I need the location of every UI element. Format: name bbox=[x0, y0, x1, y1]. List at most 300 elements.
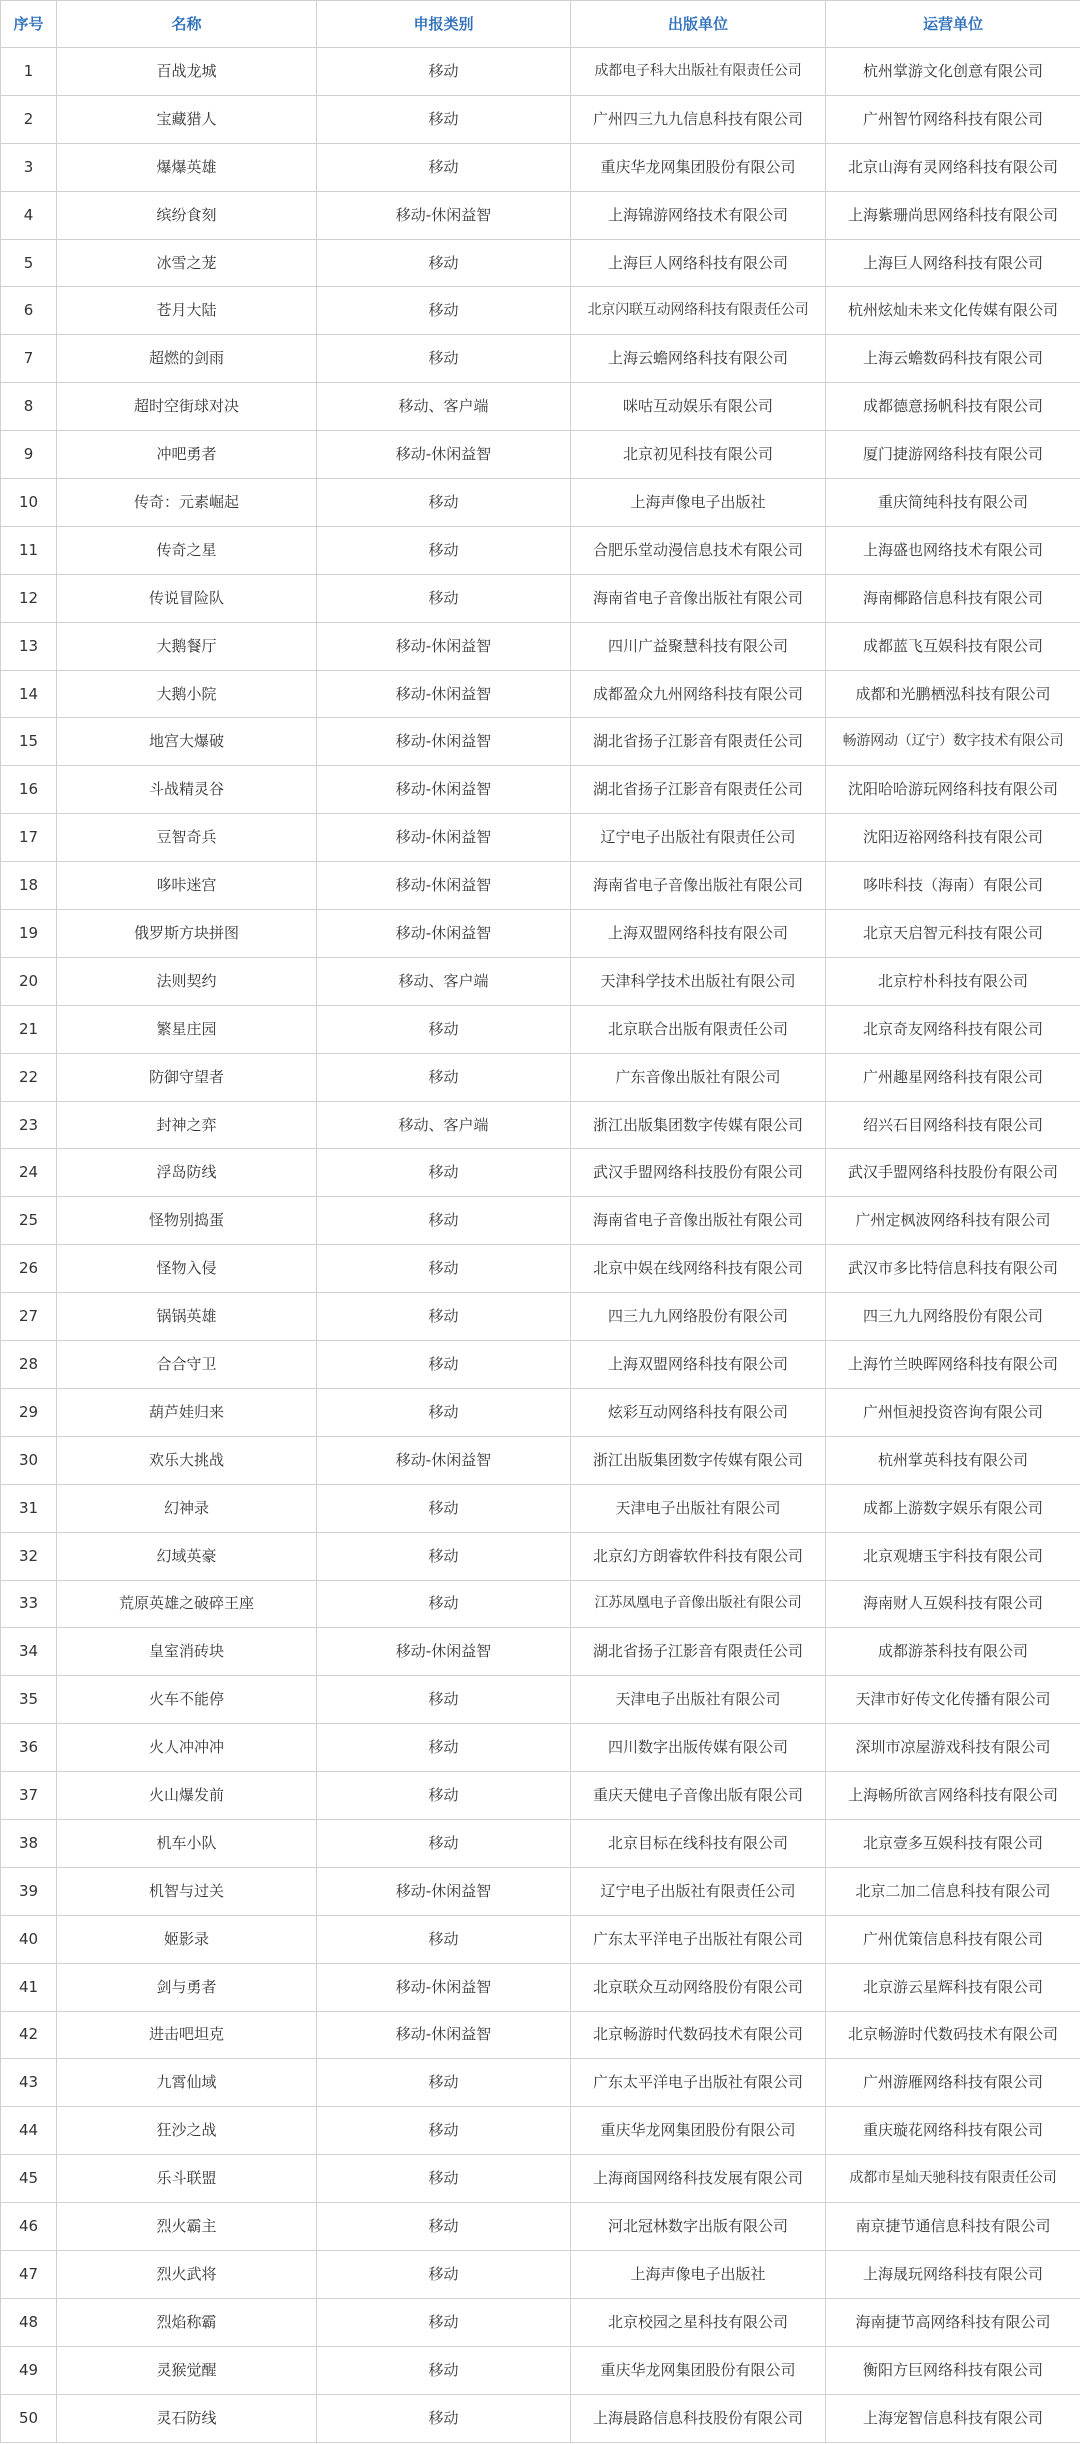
cell-category: 移动 bbox=[317, 2107, 571, 2155]
cell-operator: 成都上游数字娱乐有限公司 bbox=[826, 1484, 1080, 1532]
cell-publisher: 上海声像电子出版社 bbox=[571, 2250, 826, 2298]
cell-publisher: 湖北省扬子江影音有限责任公司 bbox=[571, 1628, 826, 1676]
cell-name: 怪物入侵 bbox=[57, 1245, 317, 1293]
column-header-category: 申报类别 bbox=[317, 1, 571, 48]
cell-index: 15 bbox=[1, 718, 57, 766]
cell-index: 38 bbox=[1, 1819, 57, 1867]
cell-name: 冰雪之茏 bbox=[57, 239, 317, 287]
cell-name: 冲吧勇者 bbox=[57, 431, 317, 479]
cell-operator: 北京柠朴科技有限公司 bbox=[826, 957, 1080, 1005]
cell-publisher: 北京联合出版有限责任公司 bbox=[571, 1005, 826, 1053]
cell-operator: 成都蓝飞互娱科技有限公司 bbox=[826, 622, 1080, 670]
cell-operator: 武汉市多比特信息科技有限公司 bbox=[826, 1245, 1080, 1293]
cell-index: 4 bbox=[1, 191, 57, 239]
cell-operator: 广州智竹网络科技有限公司 bbox=[826, 95, 1080, 143]
cell-index: 5 bbox=[1, 239, 57, 287]
cell-publisher: 湖北省扬子江影音有限责任公司 bbox=[571, 766, 826, 814]
cell-operator: 广州优策信息科技有限公司 bbox=[826, 1915, 1080, 1963]
table-row bbox=[1, 2203, 1080, 2251]
cell-publisher: 北京校园之星科技有限公司 bbox=[571, 2298, 826, 2346]
cell-operator: 杭州掌英科技有限公司 bbox=[826, 1436, 1080, 1484]
cell-index: 31 bbox=[1, 1484, 57, 1532]
table-row bbox=[1, 1484, 1080, 1532]
cell-publisher: 上海锦游网络技术有限公司 bbox=[571, 191, 826, 239]
table-row bbox=[1, 1819, 1080, 1867]
cell-category: 移动 bbox=[317, 1341, 571, 1389]
table-row bbox=[1, 622, 1080, 670]
cell-publisher: 重庆华龙网集团股份有限公司 bbox=[571, 143, 826, 191]
cell-publisher: 天津科学技术出版社有限公司 bbox=[571, 957, 826, 1005]
cell-index: 2 bbox=[1, 95, 57, 143]
cell-name: 乐斗联盟 bbox=[57, 2155, 317, 2203]
cell-index: 1 bbox=[1, 48, 57, 96]
cell-name: 狂沙之战 bbox=[57, 2107, 317, 2155]
cell-index: 30 bbox=[1, 1436, 57, 1484]
cell-operator: 上海竹兰映晖网络科技有限公司 bbox=[826, 1341, 1080, 1389]
table-row bbox=[1, 1867, 1080, 1915]
cell-category: 移动-休闲益智 bbox=[317, 431, 571, 479]
table-row bbox=[1, 1580, 1080, 1628]
cell-publisher: 海南省电子音像出版社有限公司 bbox=[571, 862, 826, 910]
cell-category: 移动-休闲益智 bbox=[317, 814, 571, 862]
cell-publisher: 北京中娱在线网络科技有限公司 bbox=[571, 1245, 826, 1293]
table-row bbox=[1, 2298, 1080, 2346]
cell-publisher: 上海巨人网络科技有限公司 bbox=[571, 239, 826, 287]
table-row bbox=[1, 1245, 1080, 1293]
table-row bbox=[1, 670, 1080, 718]
cell-category: 移动-休闲益智 bbox=[317, 718, 571, 766]
cell-index: 48 bbox=[1, 2298, 57, 2346]
cell-category: 移动 bbox=[317, 1532, 571, 1580]
cell-name: 防御守望者 bbox=[57, 1053, 317, 1101]
cell-name: 荒原英雄之破碎王座 bbox=[57, 1580, 317, 1628]
cell-name: 姬影录 bbox=[57, 1915, 317, 1963]
cell-name: 大鹅小院 bbox=[57, 670, 317, 718]
cell-index: 46 bbox=[1, 2203, 57, 2251]
cell-publisher: 北京闪联互动网络科技有限责任公司 bbox=[571, 287, 826, 335]
cell-publisher: 四川广益聚慧科技有限公司 bbox=[571, 622, 826, 670]
cell-category: 移动 bbox=[317, 95, 571, 143]
table-row bbox=[1, 1341, 1080, 1389]
cell-name: 传奇：元素崛起 bbox=[57, 479, 317, 527]
cell-category: 移动-休闲益智 bbox=[317, 910, 571, 958]
cell-category: 移动-休闲益智 bbox=[317, 2011, 571, 2059]
cell-operator: 成都和光鹏栖泓科技有限公司 bbox=[826, 670, 1080, 718]
table-row bbox=[1, 1772, 1080, 1820]
cell-category: 移动 bbox=[317, 143, 571, 191]
column-header-name: 名称 bbox=[57, 1, 317, 48]
cell-name: 欢乐大挑战 bbox=[57, 1436, 317, 1484]
cell-category: 移动 bbox=[317, 2059, 571, 2107]
cell-name: 进击吧坦克 bbox=[57, 2011, 317, 2059]
cell-category: 移动 bbox=[317, 2155, 571, 2203]
cell-name: 豆智奇兵 bbox=[57, 814, 317, 862]
table-row bbox=[1, 1436, 1080, 1484]
cell-operator: 海南财人互娱科技有限公司 bbox=[826, 1580, 1080, 1628]
cell-publisher: 上海商国网络科技发展有限公司 bbox=[571, 2155, 826, 2203]
cell-category: 移动 bbox=[317, 1724, 571, 1772]
cell-category: 移动 bbox=[317, 1245, 571, 1293]
cell-name: 剑与勇者 bbox=[57, 1963, 317, 2011]
cell-operator: 成都德意扬帆科技有限公司 bbox=[826, 383, 1080, 431]
cell-name: 灵石防线 bbox=[57, 2394, 317, 2442]
table-row bbox=[1, 2346, 1080, 2394]
cell-publisher: 上海云蟾网络科技有限公司 bbox=[571, 335, 826, 383]
table-row bbox=[1, 1676, 1080, 1724]
cell-publisher: 成都盈众九州网络科技有限公司 bbox=[571, 670, 826, 718]
cell-operator: 北京畅游时代数码技术有限公司 bbox=[826, 2011, 1080, 2059]
cell-category: 移动-休闲益智 bbox=[317, 670, 571, 718]
cell-operator: 北京天启智元科技有限公司 bbox=[826, 910, 1080, 958]
table-row bbox=[1, 1293, 1080, 1341]
table-row bbox=[1, 1101, 1080, 1149]
cell-publisher: 广州四三九九信息科技有限公司 bbox=[571, 95, 826, 143]
cell-category: 移动 bbox=[317, 2203, 571, 2251]
table-row bbox=[1, 191, 1080, 239]
cell-name: 九霄仙域 bbox=[57, 2059, 317, 2107]
cell-operator: 北京观塘玉宇科技有限公司 bbox=[826, 1532, 1080, 1580]
cell-category: 移动 bbox=[317, 1580, 571, 1628]
cell-index: 19 bbox=[1, 910, 57, 958]
cell-publisher: 北京目标在线科技有限公司 bbox=[571, 1819, 826, 1867]
cell-index: 18 bbox=[1, 862, 57, 910]
cell-category: 移动 bbox=[317, 526, 571, 574]
cell-publisher: 炫彩互动网络科技有限公司 bbox=[571, 1388, 826, 1436]
cell-operator: 广州恒昶投资咨询有限公司 bbox=[826, 1388, 1080, 1436]
cell-index: 49 bbox=[1, 2346, 57, 2394]
cell-name: 百战龙城 bbox=[57, 48, 317, 96]
cell-name: 法则契约 bbox=[57, 957, 317, 1005]
cell-operator: 北京山海有灵网络科技有限公司 bbox=[826, 143, 1080, 191]
cell-operator: 广州游雁网络科技有限公司 bbox=[826, 2059, 1080, 2107]
cell-category: 移动 bbox=[317, 479, 571, 527]
cell-category: 移动、客户端 bbox=[317, 1101, 571, 1149]
cell-publisher: 海南省电子音像出版社有限公司 bbox=[571, 574, 826, 622]
table-row bbox=[1, 383, 1080, 431]
cell-publisher: 咪咕互动娱乐有限公司 bbox=[571, 383, 826, 431]
cell-category: 移动 bbox=[317, 1053, 571, 1101]
cell-name: 烈火武将 bbox=[57, 2250, 317, 2298]
cell-name: 锅锅英雄 bbox=[57, 1293, 317, 1341]
cell-index: 41 bbox=[1, 1963, 57, 2011]
cell-category: 移动 bbox=[317, 287, 571, 335]
cell-name: 爆爆英雄 bbox=[57, 143, 317, 191]
cell-operator: 衡阳方巨网络科技有限公司 bbox=[826, 2346, 1080, 2394]
cell-publisher: 天津电子出版社有限公司 bbox=[571, 1484, 826, 1532]
cell-category: 移动 bbox=[317, 335, 571, 383]
cell-name: 苍月大陆 bbox=[57, 287, 317, 335]
cell-publisher: 浙江出版集团数字传媒有限公司 bbox=[571, 1101, 826, 1149]
cell-publisher: 上海双盟网络科技有限公司 bbox=[571, 1341, 826, 1389]
cell-index: 37 bbox=[1, 1772, 57, 1820]
cell-index: 44 bbox=[1, 2107, 57, 2155]
cell-index: 21 bbox=[1, 1005, 57, 1053]
cell-publisher: 成都电子科大出版社有限责任公司 bbox=[571, 48, 826, 96]
cell-index: 8 bbox=[1, 383, 57, 431]
cell-name: 繁星庄园 bbox=[57, 1005, 317, 1053]
cell-index: 32 bbox=[1, 1532, 57, 1580]
cell-publisher: 广东太平洋电子出版社有限公司 bbox=[571, 2059, 826, 2107]
cell-name: 传奇之星 bbox=[57, 526, 317, 574]
cell-operator: 上海巨人网络科技有限公司 bbox=[826, 239, 1080, 287]
cell-index: 24 bbox=[1, 1149, 57, 1197]
table-row bbox=[1, 574, 1080, 622]
cell-publisher: 广东音像出版社有限公司 bbox=[571, 1053, 826, 1101]
table-row bbox=[1, 766, 1080, 814]
cell-index: 3 bbox=[1, 143, 57, 191]
cell-category: 移动 bbox=[317, 2250, 571, 2298]
cell-name: 缤纷食刻 bbox=[57, 191, 317, 239]
cell-name: 机智与过关 bbox=[57, 1867, 317, 1915]
cell-operator: 杭州炫灿未来文化传媒有限公司 bbox=[826, 287, 1080, 335]
column-header-publisher: 出版单位 bbox=[571, 1, 826, 48]
cell-publisher: 辽宁电子出版社有限责任公司 bbox=[571, 814, 826, 862]
cell-index: 7 bbox=[1, 335, 57, 383]
cell-index: 13 bbox=[1, 622, 57, 670]
cell-category: 移动 bbox=[317, 1772, 571, 1820]
table-row bbox=[1, 1053, 1080, 1101]
cell-name: 大鹅餐厅 bbox=[57, 622, 317, 670]
cell-publisher: 天津电子出版社有限公司 bbox=[571, 1676, 826, 1724]
cell-index: 25 bbox=[1, 1197, 57, 1245]
table-row bbox=[1, 814, 1080, 862]
cell-index: 45 bbox=[1, 2155, 57, 2203]
cell-operator: 海南椰路信息科技有限公司 bbox=[826, 574, 1080, 622]
cell-operator: 海南捷节高网络科技有限公司 bbox=[826, 2298, 1080, 2346]
cell-index: 34 bbox=[1, 1628, 57, 1676]
cell-publisher: 上海双盟网络科技有限公司 bbox=[571, 910, 826, 958]
cell-index: 33 bbox=[1, 1580, 57, 1628]
cell-operator: 上海畅所欲言网络科技有限公司 bbox=[826, 1772, 1080, 1820]
cell-index: 10 bbox=[1, 479, 57, 527]
cell-category: 移动 bbox=[317, 1388, 571, 1436]
cell-category: 移动 bbox=[317, 1819, 571, 1867]
table-row bbox=[1, 239, 1080, 287]
cell-publisher: 浙江出版集团数字传媒有限公司 bbox=[571, 1436, 826, 1484]
cell-index: 43 bbox=[1, 2059, 57, 2107]
table-row bbox=[1, 718, 1080, 766]
cell-category: 移动 bbox=[317, 1005, 571, 1053]
table-row bbox=[1, 2394, 1080, 2442]
table-row bbox=[1, 48, 1080, 96]
cell-category: 移动 bbox=[317, 48, 571, 96]
table-row bbox=[1, 1963, 1080, 2011]
cell-name: 火山爆发前 bbox=[57, 1772, 317, 1820]
cell-operator: 四三九九网络股份有限公司 bbox=[826, 1293, 1080, 1341]
cell-operator: 北京壹多互娱科技有限公司 bbox=[826, 1819, 1080, 1867]
table-row bbox=[1, 1915, 1080, 1963]
cell-category: 移动 bbox=[317, 1484, 571, 1532]
cell-name: 葫芦娃归来 bbox=[57, 1388, 317, 1436]
cell-category: 移动、客户端 bbox=[317, 383, 571, 431]
cell-category: 移动-休闲益智 bbox=[317, 862, 571, 910]
cell-publisher: 上海声像电子出版社 bbox=[571, 479, 826, 527]
cell-name: 合合守卫 bbox=[57, 1341, 317, 1389]
cell-operator: 南京捷节通信息科技有限公司 bbox=[826, 2203, 1080, 2251]
cell-category: 移动 bbox=[317, 2346, 571, 2394]
cell-operator: 沈阳迈裕网络科技有限公司 bbox=[826, 814, 1080, 862]
table-header bbox=[1, 1, 1080, 48]
cell-category: 移动-休闲益智 bbox=[317, 1963, 571, 2011]
cell-publisher: 重庆华龙网集团股份有限公司 bbox=[571, 2346, 826, 2394]
cell-index: 16 bbox=[1, 766, 57, 814]
table-row bbox=[1, 526, 1080, 574]
cell-operator: 成都市星灿天驰科技有限责任公司 bbox=[826, 2155, 1080, 2203]
column-header-index: 序号 bbox=[1, 1, 57, 48]
cell-publisher: 上海晨路信息科技股份有限公司 bbox=[571, 2394, 826, 2442]
cell-category: 移动 bbox=[317, 574, 571, 622]
cell-operator: 上海晟玩网络科技有限公司 bbox=[826, 2250, 1080, 2298]
cell-operator: 北京二加二信息科技有限公司 bbox=[826, 1867, 1080, 1915]
table-row bbox=[1, 479, 1080, 527]
cell-index: 36 bbox=[1, 1724, 57, 1772]
cell-index: 35 bbox=[1, 1676, 57, 1724]
cell-index: 40 bbox=[1, 1915, 57, 1963]
table-row bbox=[1, 431, 1080, 479]
table-row bbox=[1, 957, 1080, 1005]
cell-operator: 绍兴石目网络科技有限公司 bbox=[826, 1101, 1080, 1149]
table-row bbox=[1, 1532, 1080, 1580]
table-row bbox=[1, 2107, 1080, 2155]
table-row bbox=[1, 143, 1080, 191]
cell-index: 20 bbox=[1, 957, 57, 1005]
cell-index: 47 bbox=[1, 2250, 57, 2298]
cell-operator: 广州趣星网络科技有限公司 bbox=[826, 1053, 1080, 1101]
cell-index: 39 bbox=[1, 1867, 57, 1915]
table-row bbox=[1, 862, 1080, 910]
cell-index: 23 bbox=[1, 1101, 57, 1149]
cell-name: 火人冲冲冲 bbox=[57, 1724, 317, 1772]
cell-index: 28 bbox=[1, 1341, 57, 1389]
table-row bbox=[1, 1197, 1080, 1245]
cell-operator: 深圳市凉屋游戏科技有限公司 bbox=[826, 1724, 1080, 1772]
cell-category: 移动、客户端 bbox=[317, 957, 571, 1005]
cell-index: 50 bbox=[1, 2394, 57, 2442]
cell-category: 移动 bbox=[317, 1197, 571, 1245]
cell-publisher: 武汉手盟网络科技股份有限公司 bbox=[571, 1149, 826, 1197]
cell-publisher: 重庆天健电子音像出版有限公司 bbox=[571, 1772, 826, 1820]
cell-index: 29 bbox=[1, 1388, 57, 1436]
cell-index: 27 bbox=[1, 1293, 57, 1341]
cell-name: 俄罗斯方块拼图 bbox=[57, 910, 317, 958]
table-row bbox=[1, 2155, 1080, 2203]
cell-name: 超燃的剑雨 bbox=[57, 335, 317, 383]
cell-publisher: 辽宁电子出版社有限责任公司 bbox=[571, 1867, 826, 1915]
cell-publisher: 湖北省扬子江影音有限责任公司 bbox=[571, 718, 826, 766]
table-row bbox=[1, 1149, 1080, 1197]
cell-publisher: 重庆华龙网集团股份有限公司 bbox=[571, 2107, 826, 2155]
cell-name: 怪物别捣蛋 bbox=[57, 1197, 317, 1245]
cell-operator: 武汉手盟网络科技股份有限公司 bbox=[826, 1149, 1080, 1197]
cell-index: 9 bbox=[1, 431, 57, 479]
cell-operator: 上海紫珊尚思网络科技有限公司 bbox=[826, 191, 1080, 239]
cell-name: 烈火霸主 bbox=[57, 2203, 317, 2251]
cell-publisher: 四川数字出版传媒有限公司 bbox=[571, 1724, 826, 1772]
table-row bbox=[1, 2011, 1080, 2059]
cell-index: 17 bbox=[1, 814, 57, 862]
cell-name: 烈焰称霸 bbox=[57, 2298, 317, 2346]
cell-publisher: 海南省电子音像出版社有限公司 bbox=[571, 1197, 826, 1245]
cell-category: 移动 bbox=[317, 1293, 571, 1341]
cell-category: 移动 bbox=[317, 239, 571, 287]
header-row bbox=[1, 1, 1080, 48]
table-row bbox=[1, 1724, 1080, 1772]
cell-index: 11 bbox=[1, 526, 57, 574]
cell-operator: 重庆璇花网络科技有限公司 bbox=[826, 2107, 1080, 2155]
cell-operator: 广州定枫波网络科技有限公司 bbox=[826, 1197, 1080, 1245]
cell-operator: 北京奇友网络科技有限公司 bbox=[826, 1005, 1080, 1053]
cell-operator: 上海云蟾数码科技有限公司 bbox=[826, 335, 1080, 383]
cell-name: 火车不能停 bbox=[57, 1676, 317, 1724]
cell-name: 机车小队 bbox=[57, 1819, 317, 1867]
cell-name: 斗战精灵谷 bbox=[57, 766, 317, 814]
cell-publisher: 四三九九网络股份有限公司 bbox=[571, 1293, 826, 1341]
cell-category: 移动 bbox=[317, 2394, 571, 2442]
cell-name: 幻神录 bbox=[57, 1484, 317, 1532]
cell-category: 移动-休闲益智 bbox=[317, 1867, 571, 1915]
cell-category: 移动 bbox=[317, 2298, 571, 2346]
cell-operator: 哆咔科技（海南）有限公司 bbox=[826, 862, 1080, 910]
cell-category: 移动-休闲益智 bbox=[317, 1436, 571, 1484]
cell-publisher: 北京幻方朗睿软件科技有限公司 bbox=[571, 1532, 826, 1580]
table-row bbox=[1, 95, 1080, 143]
cell-operator: 畅游网动（辽宁）数字技术有限公司 bbox=[826, 718, 1080, 766]
cell-name: 浮岛防线 bbox=[57, 1149, 317, 1197]
cell-category: 移动 bbox=[317, 1149, 571, 1197]
cell-category: 移动-休闲益智 bbox=[317, 191, 571, 239]
cell-publisher: 北京初见科技有限公司 bbox=[571, 431, 826, 479]
cell-operator: 杭州掌游文化创意有限公司 bbox=[826, 48, 1080, 96]
cell-publisher: 广东太平洋电子出版社有限公司 bbox=[571, 1915, 826, 1963]
cell-publisher: 河北冠林数字出版有限公司 bbox=[571, 2203, 826, 2251]
cell-operator: 上海盛也网络技术有限公司 bbox=[826, 526, 1080, 574]
cell-publisher: 北京畅游时代数码技术有限公司 bbox=[571, 2011, 826, 2059]
cell-index: 26 bbox=[1, 1245, 57, 1293]
cell-index: 14 bbox=[1, 670, 57, 718]
cell-name: 哆咔迷宫 bbox=[57, 862, 317, 910]
table-row bbox=[1, 2250, 1080, 2298]
cell-name: 传说冒险队 bbox=[57, 574, 317, 622]
cell-index: 22 bbox=[1, 1053, 57, 1101]
cell-category: 移动-休闲益智 bbox=[317, 622, 571, 670]
cell-operator: 北京游云星辉科技有限公司 bbox=[826, 1963, 1080, 2011]
cell-publisher: 合肥乐堂动漫信息技术有限公司 bbox=[571, 526, 826, 574]
table-row bbox=[1, 1628, 1080, 1676]
cell-operator: 厦门捷游网络科技有限公司 bbox=[826, 431, 1080, 479]
cell-name: 灵猴觉醒 bbox=[57, 2346, 317, 2394]
table-body bbox=[1, 48, 1080, 2443]
cell-name: 超时空街球对决 bbox=[57, 383, 317, 431]
cell-name: 封神之弈 bbox=[57, 1101, 317, 1149]
table-row bbox=[1, 2059, 1080, 2107]
cell-operator: 上海宠智信息科技有限公司 bbox=[826, 2394, 1080, 2442]
cell-operator: 沈阳哈哈游玩网络科技有限公司 bbox=[826, 766, 1080, 814]
cell-operator: 重庆简纯科技有限公司 bbox=[826, 479, 1080, 527]
cell-operator: 成都游茶科技有限公司 bbox=[826, 1628, 1080, 1676]
cell-name: 地宫大爆破 bbox=[57, 718, 317, 766]
table-row bbox=[1, 1388, 1080, 1436]
cell-category: 移动 bbox=[317, 1915, 571, 1963]
table-row bbox=[1, 1005, 1080, 1053]
table-row bbox=[1, 287, 1080, 335]
cell-category: 移动-休闲益智 bbox=[317, 1628, 571, 1676]
cell-publisher: 江苏凤凰电子音像出版社有限公司 bbox=[571, 1580, 826, 1628]
cell-index: 6 bbox=[1, 287, 57, 335]
cell-category: 移动-休闲益智 bbox=[317, 766, 571, 814]
cell-category: 移动 bbox=[317, 1676, 571, 1724]
cell-name: 幻域英豪 bbox=[57, 1532, 317, 1580]
table-row bbox=[1, 910, 1080, 958]
